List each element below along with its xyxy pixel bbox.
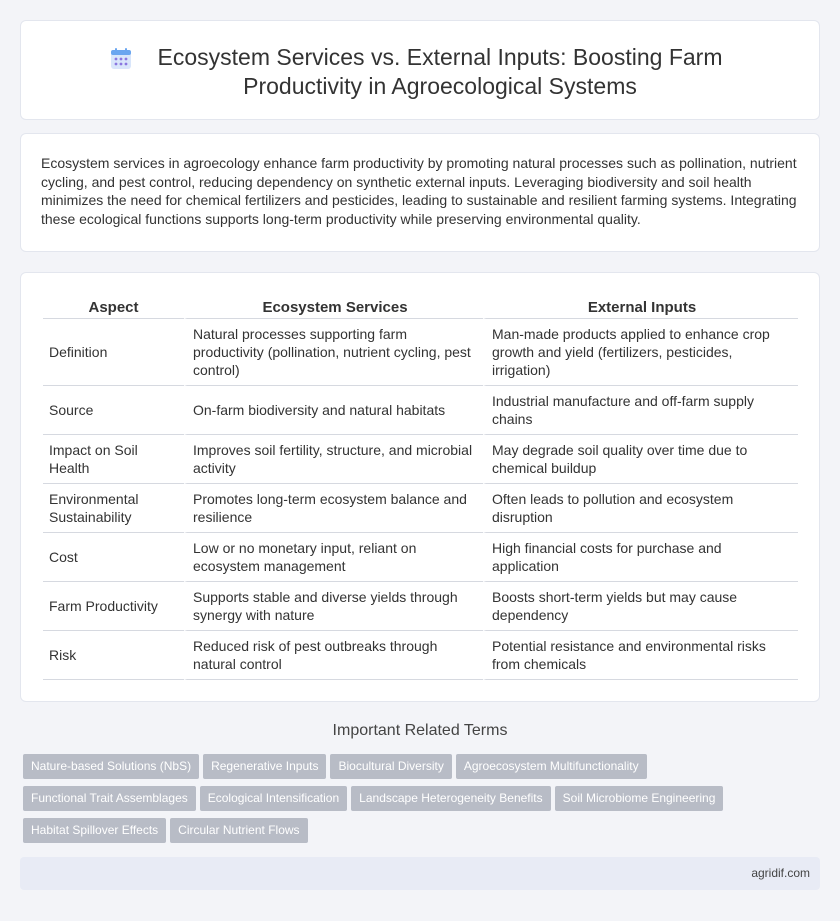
- related-term-tag[interactable]: Habitat Spillover Effects: [23, 818, 166, 843]
- row-external-inputs: Man-made products applied to enhance crop growth and yield (fertilizers, pesticides, irrigation): [483, 319, 798, 386]
- table-row: [43, 582, 798, 631]
- row-aspect: Farm Productivity: [43, 582, 184, 631]
- footer: [20, 857, 820, 890]
- row-external-inputs: May degrade soil quality over time due to chemical buildup: [483, 435, 798, 484]
- related-terms-title: Important Related Terms: [332, 722, 508, 739]
- table-row: [43, 533, 798, 582]
- row-aspect: Source: [43, 386, 184, 435]
- row-external-inputs: High financial costs for purchase and application: [483, 533, 798, 582]
- row-ecosystem-services: On-farm biodiversity and natural habitats: [184, 386, 483, 435]
- row-external-inputs: Often leads to pollution and ecosystem disruption: [483, 484, 798, 533]
- related-term-tag[interactable]: Landscape Heterogeneity Benefits: [351, 786, 550, 811]
- table-row: [43, 484, 798, 533]
- row-ecosystem-services: Reduced risk of pest outbreaks through natural control: [184, 631, 483, 680]
- row-aspect: Risk: [43, 631, 184, 680]
- footer-site-link[interactable]: agridif.com: [751, 866, 810, 880]
- related-term-tag[interactable]: Nature-based Solutions (NbS): [23, 754, 199, 779]
- intro-paragraph: Ecosystem services in agroecology enhance farm productivity by promoting natural processes such as pollination, nutrient cycling, and pest control, reducing dependency on synthetic external inputs. Leveraging biodiversity and soil health minimizes the need for chemical fertilizers and pesticides, leading to sustainable and resilient farming systems. Integrating these ecological functions supports long-term productivity while preserving environmental quality.: [41, 155, 797, 227]
- table-row: [43, 631, 798, 680]
- intro-card: [20, 133, 820, 252]
- related-term-tag[interactable]: Functional Trait Assemblages: [23, 786, 196, 811]
- comparison-table: [43, 297, 798, 680]
- table-row: [43, 319, 798, 386]
- row-external-inputs: Industrial manufacture and off-farm supply chains: [483, 386, 798, 435]
- related-term-tag[interactable]: Agroecosystem Multifunctionality: [456, 754, 647, 779]
- header-aspect: Aspect: [43, 297, 184, 319]
- table-row: [43, 386, 798, 435]
- row-external-inputs: Potential resistance and environmental risks from chemicals: [483, 631, 798, 680]
- row-aspect: Definition: [43, 319, 184, 386]
- page-title: Ecosystem Services vs. External Inputs: Boosting Farm Productivity in Agroecological Systems: [157, 44, 723, 99]
- row-ecosystem-services: Improves soil fertility, structure, and microbial activity: [184, 435, 483, 484]
- row-ecosystem-services: Low or no monetary input, reliant on ecosystem management: [184, 533, 483, 582]
- row-ecosystem-services: Promotes long-term ecosystem balance and resilience: [184, 484, 483, 533]
- row-external-inputs: Boosts short-term yields but may cause dependency: [483, 582, 798, 631]
- header-ecosystem-services: Ecosystem Services: [184, 297, 483, 319]
- comparison-card: [20, 272, 820, 702]
- row-ecosystem-services: Supports stable and diverse yields through synergy with nature: [184, 582, 483, 631]
- table-header-row: [43, 297, 798, 319]
- row-aspect: Environmental Sustainability: [43, 484, 184, 533]
- table-row: [43, 435, 798, 484]
- related-term-tag[interactable]: Regenerative Inputs: [203, 754, 326, 779]
- related-term-tag[interactable]: Soil Microbiome Engineering: [555, 786, 724, 811]
- row-aspect: Cost: [43, 533, 184, 582]
- related-term-tag[interactable]: Biocultural Diversity: [330, 754, 451, 779]
- row-ecosystem-services: Natural processes supporting farm productivity (pollination, nutrient cycling, pest control): [184, 319, 483, 386]
- related-term-tag[interactable]: Ecological Intensification: [200, 786, 347, 811]
- related-term-tag[interactable]: Circular Nutrient Flows: [170, 818, 307, 843]
- header-external-inputs: External Inputs: [483, 297, 798, 319]
- row-aspect: Impact on Soil Health: [43, 435, 184, 484]
- title-card: [20, 20, 820, 120]
- related-terms-list: [23, 754, 803, 850]
